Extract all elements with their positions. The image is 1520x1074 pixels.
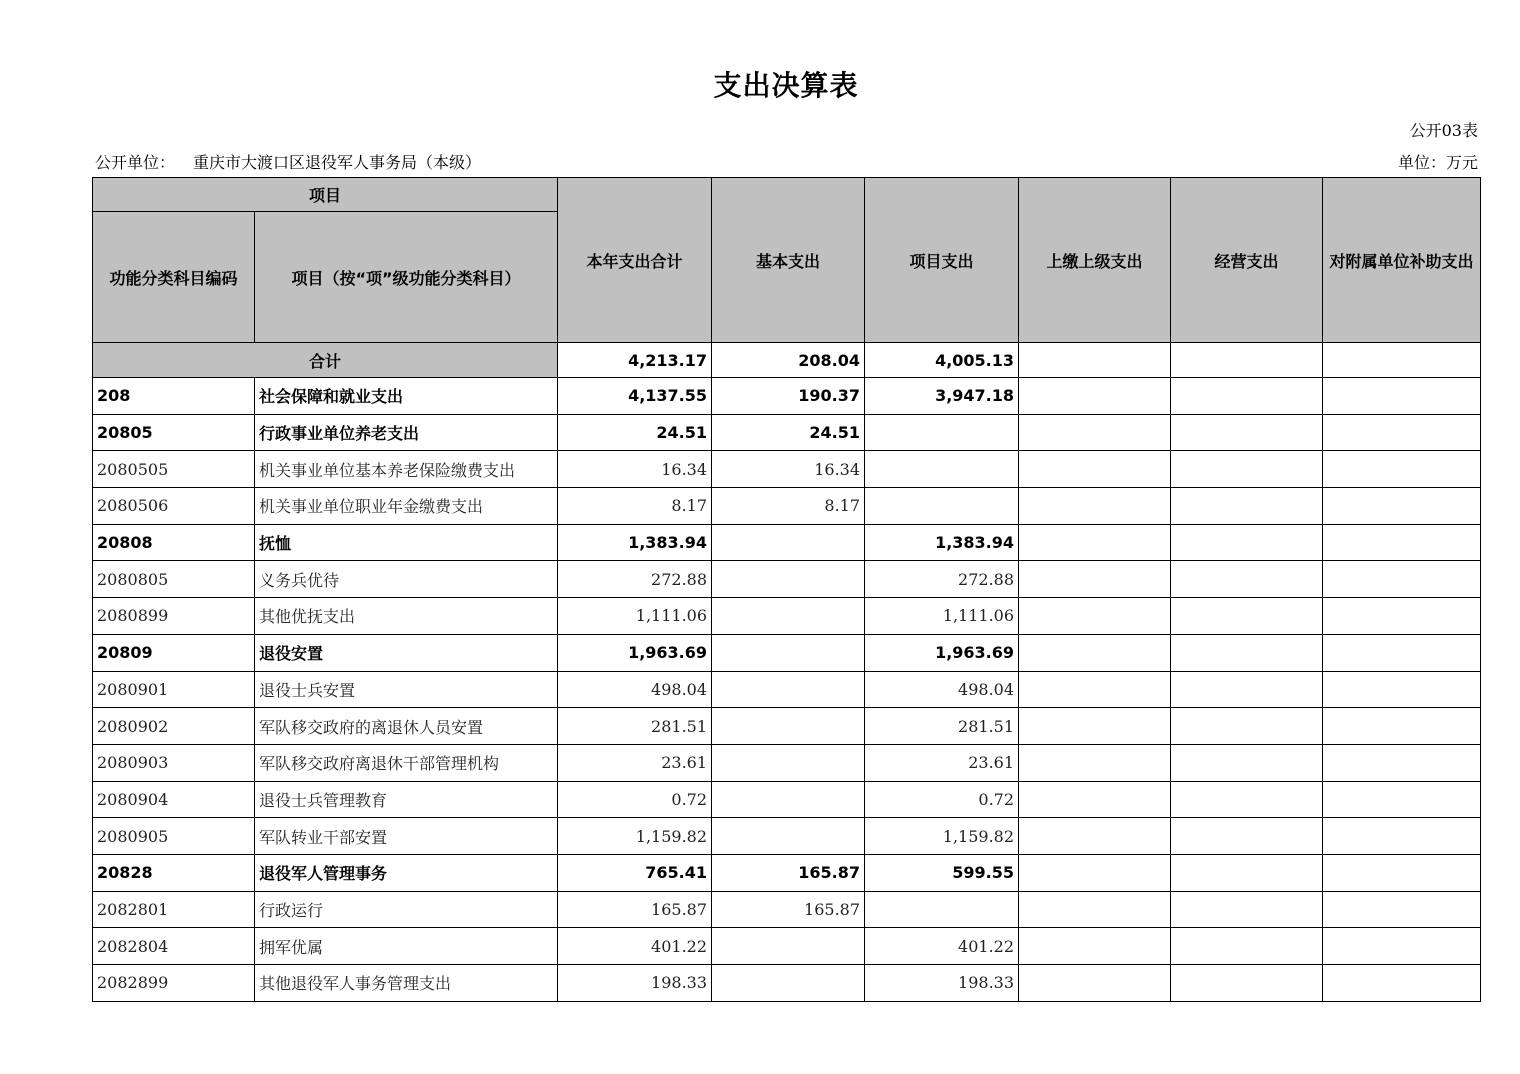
subsidy-cell xyxy=(1323,781,1481,818)
business-cell xyxy=(1171,891,1323,928)
name-cell: 军队转业干部安置 xyxy=(255,818,558,855)
subsidy-cell xyxy=(1323,744,1481,781)
name-cell: 退役士兵管理教育 xyxy=(255,781,558,818)
project-expense-cell: 401.22 xyxy=(865,928,1019,965)
subsidy-cell xyxy=(1323,561,1481,598)
total-cell: 24.51 xyxy=(558,414,712,451)
project-expense-cell: 281.51 xyxy=(865,708,1019,745)
table-row xyxy=(93,451,1481,488)
project-expense-cell: 1,963.69 xyxy=(865,634,1019,671)
business-cell xyxy=(1171,561,1323,598)
header-project: 项目 xyxy=(93,178,558,212)
name-cell: 退役士兵安置 xyxy=(255,671,558,708)
business-cell xyxy=(1171,414,1323,451)
basic-cell xyxy=(712,965,865,1002)
name-cell: 抚恤 xyxy=(255,524,558,561)
basic-cell xyxy=(712,781,865,818)
table-row xyxy=(93,818,1481,855)
basic-cell: 165.87 xyxy=(712,891,865,928)
code-cell: 2080805 xyxy=(93,561,255,598)
upper-cell xyxy=(1019,488,1171,525)
project-expense-cell: 599.55 xyxy=(865,854,1019,891)
name-cell: 机关事业单位基本养老保险缴费支出 xyxy=(255,451,558,488)
business-cell xyxy=(1171,598,1323,635)
basic-cell: 16.34 xyxy=(712,451,865,488)
basic-cell xyxy=(712,598,865,635)
code-cell: 2080902 xyxy=(93,708,255,745)
code-cell: 208 xyxy=(93,378,255,415)
code-cell: 20808 xyxy=(93,524,255,561)
total-cell: 1,159.82 xyxy=(558,818,712,855)
project-expense-cell: 272.88 xyxy=(865,561,1019,598)
name-cell: 军队移交政府的离退休人员安置 xyxy=(255,708,558,745)
table-row xyxy=(93,928,1481,965)
upper-cell xyxy=(1019,598,1171,635)
business-cell xyxy=(1171,343,1323,378)
subsidy-cell xyxy=(1323,598,1481,635)
basic-cell xyxy=(712,744,865,781)
subsidy-cell xyxy=(1323,634,1481,671)
business-cell xyxy=(1171,634,1323,671)
code-cell: 2080506 xyxy=(93,488,255,525)
code-cell: 20828 xyxy=(93,854,255,891)
business-cell xyxy=(1171,818,1323,855)
total-cell: 1,383.94 xyxy=(558,524,712,561)
total-cell: 1,963.69 xyxy=(558,634,712,671)
project-expense-cell: 0.72 xyxy=(865,781,1019,818)
code-cell: 2082801 xyxy=(93,891,255,928)
basic-cell xyxy=(712,524,865,561)
subsidy-cell xyxy=(1323,854,1481,891)
subsidy-cell xyxy=(1323,671,1481,708)
subsidy-cell xyxy=(1323,818,1481,855)
header-code: 功能分类科目编码 xyxy=(93,212,255,343)
project-expense-cell: 3,947.18 xyxy=(865,378,1019,415)
table-row xyxy=(93,671,1481,708)
basic-cell xyxy=(712,818,865,855)
basic-cell: 208.04 xyxy=(712,343,865,378)
code-cell: 2080903 xyxy=(93,744,255,781)
name-cell: 退役军人管理事务 xyxy=(255,854,558,891)
name-cell: 其他优抚支出 xyxy=(255,598,558,635)
table-row xyxy=(93,708,1481,745)
business-cell xyxy=(1171,671,1323,708)
upper-cell xyxy=(1019,561,1171,598)
total-cell: 198.33 xyxy=(558,965,712,1002)
name-cell: 拥军优属 xyxy=(255,928,558,965)
upper-cell xyxy=(1019,414,1171,451)
subsidy-cell xyxy=(1323,414,1481,451)
code-cell: 2080899 xyxy=(93,598,255,635)
basic-cell xyxy=(712,928,865,965)
basic-cell: 190.37 xyxy=(712,378,865,415)
name-cell: 社会保障和就业支出 xyxy=(255,378,558,415)
header-name: 项目（按“项”级功能分类科目） xyxy=(255,212,558,343)
code-cell: 2080904 xyxy=(93,781,255,818)
business-cell xyxy=(1171,378,1323,415)
page-title: 支出决算表 xyxy=(713,69,859,102)
business-cell xyxy=(1171,781,1323,818)
table-row xyxy=(93,488,1481,525)
total-cell: 498.04 xyxy=(558,671,712,708)
upper-cell xyxy=(1019,343,1171,378)
table-row xyxy=(93,561,1481,598)
project-expense-cell: 23.61 xyxy=(865,744,1019,781)
table-row xyxy=(93,781,1481,818)
upper-cell xyxy=(1019,634,1171,671)
total-cell: 16.34 xyxy=(558,451,712,488)
total-cell: 23.61 xyxy=(558,744,712,781)
basic-cell xyxy=(712,634,865,671)
table-row xyxy=(93,634,1481,671)
upper-cell xyxy=(1019,451,1171,488)
table-row xyxy=(93,598,1481,635)
header-upper: 上缴上级支出 xyxy=(1019,178,1171,343)
project-expense-cell: 1,383.94 xyxy=(865,524,1019,561)
subsidy-cell xyxy=(1323,451,1481,488)
code-cell: 2080505 xyxy=(93,451,255,488)
business-cell xyxy=(1171,854,1323,891)
total-cell: 272.88 xyxy=(558,561,712,598)
upper-cell xyxy=(1019,928,1171,965)
header-subsidy: 对附属单位补助支出 xyxy=(1323,178,1481,343)
name-cell: 其他退役军人事务管理支出 xyxy=(255,965,558,1002)
money-unit: 单位：万元 xyxy=(1397,153,1478,172)
table-row xyxy=(93,378,1481,415)
table-row xyxy=(93,891,1481,928)
project-expense-cell: 498.04 xyxy=(865,671,1019,708)
header-project-expense: 项目支出 xyxy=(865,178,1019,343)
table-row xyxy=(93,744,1481,781)
business-cell xyxy=(1171,451,1323,488)
upper-cell xyxy=(1019,965,1171,1002)
code-cell: 2082804 xyxy=(93,928,255,965)
upper-cell xyxy=(1019,818,1171,855)
business-cell xyxy=(1171,488,1323,525)
upper-cell xyxy=(1019,891,1171,928)
upper-cell xyxy=(1019,744,1171,781)
business-cell xyxy=(1171,965,1323,1002)
total-cell: 165.87 xyxy=(558,891,712,928)
project-expense-cell: 198.33 xyxy=(865,965,1019,1002)
code-cell: 2082899 xyxy=(93,965,255,1002)
header-total: 本年支出合计 xyxy=(558,178,712,343)
name-cell: 退役安置 xyxy=(255,634,558,671)
project-expense-cell xyxy=(865,414,1019,451)
total-label: 合计 xyxy=(93,343,558,378)
total-row xyxy=(93,343,1481,378)
business-cell xyxy=(1171,928,1323,965)
project-expense-cell: 4,005.13 xyxy=(865,343,1019,378)
total-cell: 401.22 xyxy=(558,928,712,965)
table-row xyxy=(93,965,1481,1002)
subsidy-cell xyxy=(1323,524,1481,561)
reporting-unit-label: 公开单位： xyxy=(95,153,176,172)
business-cell xyxy=(1171,744,1323,781)
header-basic: 基本支出 xyxy=(712,178,865,343)
subsidy-cell xyxy=(1323,965,1481,1002)
code-cell: 20805 xyxy=(93,414,255,451)
subsidy-cell xyxy=(1323,378,1481,415)
project-expense-cell xyxy=(865,891,1019,928)
header-business: 经营支出 xyxy=(1171,178,1323,343)
total-cell: 281.51 xyxy=(558,708,712,745)
table-row xyxy=(93,524,1481,561)
code-cell: 2080905 xyxy=(93,818,255,855)
total-cell: 4,213.17 xyxy=(558,343,712,378)
total-cell: 765.41 xyxy=(558,854,712,891)
table-row xyxy=(93,414,1481,451)
upper-cell xyxy=(1019,378,1171,415)
basic-cell: 24.51 xyxy=(712,414,865,451)
business-cell xyxy=(1171,524,1323,561)
upper-cell xyxy=(1019,524,1171,561)
business-cell xyxy=(1171,708,1323,745)
project-expense-cell: 1,159.82 xyxy=(865,818,1019,855)
name-cell: 义务兵优待 xyxy=(255,561,558,598)
project-expense-cell xyxy=(865,488,1019,525)
code-cell: 2080901 xyxy=(93,671,255,708)
name-cell: 机关事业单位职业年金缴费支出 xyxy=(255,488,558,525)
subsidy-cell xyxy=(1323,343,1481,378)
upper-cell xyxy=(1019,781,1171,818)
upper-cell xyxy=(1019,708,1171,745)
table-row xyxy=(93,854,1481,891)
total-cell: 0.72 xyxy=(558,781,712,818)
subsidy-cell xyxy=(1323,928,1481,965)
project-expense-cell: 1,111.06 xyxy=(865,598,1019,635)
project-expense-cell xyxy=(865,451,1019,488)
subsidy-cell xyxy=(1323,488,1481,525)
expenditure-table xyxy=(92,177,1481,1002)
code-cell: 20809 xyxy=(93,634,255,671)
name-cell: 行政运行 xyxy=(255,891,558,928)
subsidy-cell xyxy=(1323,708,1481,745)
name-cell: 军队移交政府离退休干部管理机构 xyxy=(255,744,558,781)
reporting-unit xyxy=(95,150,481,173)
reporting-unit-name: 重庆市大渡口区退役军人事务局（本级） xyxy=(193,153,482,172)
upper-cell xyxy=(1019,854,1171,891)
basic-cell: 8.17 xyxy=(712,488,865,525)
basic-cell xyxy=(712,671,865,708)
total-cell: 1,111.06 xyxy=(558,598,712,635)
upper-cell xyxy=(1019,671,1171,708)
total-cell: 8.17 xyxy=(558,488,712,525)
total-cell: 4,137.55 xyxy=(558,378,712,415)
basic-cell xyxy=(712,708,865,745)
name-cell: 行政事业单位养老支出 xyxy=(255,414,558,451)
form-number: 公开03表 xyxy=(1409,121,1478,140)
subsidy-cell xyxy=(1323,891,1481,928)
basic-cell xyxy=(712,561,865,598)
basic-cell: 165.87 xyxy=(712,854,865,891)
